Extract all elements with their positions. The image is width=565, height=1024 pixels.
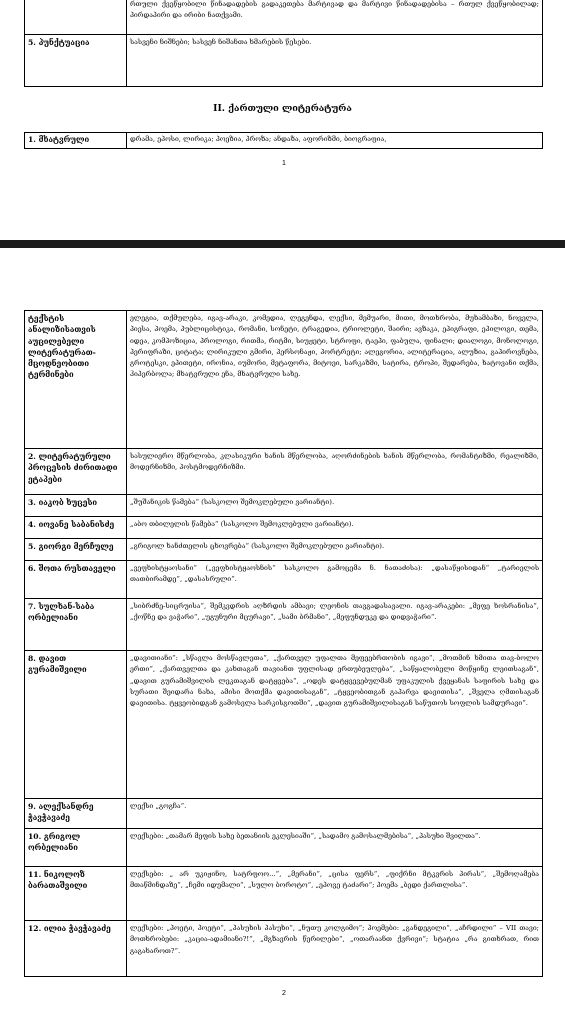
row-text: „დავითიანი“: „სწავლა მოსწავლეთა“, „ქართველ უფალთა მეფეებრთობის იგავი“, „მოთმინ ხმითა თავ-ბოლო ერთი“, „ქართველთა და კახთაგან თავიანთ უფლისად ერთუბეულება“, „საწყალობელი მოწყინე ლეითსაგან“, „დავით გურამიშვილის ლეკთაგან დატყვება“, „ოდეს დატყვევებულმან უფაკულის ქვეყანას საფირის სახე და სურათი შეიდარა ნახა, ამისი მოთქმა დავითისაგან“, „ტყვეობითგან გაპარვა დავითისა“, „შველა ღმთისაგან დავითისა. ტყვეობიდგან გამოსვლა სარკისგოთში“, „დავით გურამიშვილისაგან საწუთოს სოფლის სამდურავი“. — [127, 651, 543, 799]
table-row — [25, 495, 543, 517]
row-label: 10. გრიგოლ ორბელიანი — [25, 829, 127, 867]
page-gap — [0, 240, 565, 248]
continued-text: რთული ქვეწყობილი წინადადების გადაკეთება მარტივად და მარტივი წინადადებისა – რთულ ქვეწყობილად; პირდაპირი და ირიბი ნათქვამი. — [127, 0, 543, 35]
row-label: 2. ლიტერატურული პროცესის ძირითადი ეტაპები — [25, 449, 127, 495]
table-row — [25, 561, 543, 599]
literature-table — [24, 310, 543, 977]
row-text: ლექსი „გოგჩა“. — [127, 799, 543, 829]
row-text: „სიბრძნე-სიცრუისა“, შემკვდრის აღზრდის ამბავი; ლეონის თავგადასავალი. იგავ-არაკები: „მეფე ხოსრანისა“, „ქოწნე და ვაჭარი“, „უგუნური მცურავი“, „სამი ბრმანი“, „მეფუნდუკე და დიდვაჭარი“. — [127, 599, 543, 651]
section-heading: II. ქართული ლიტერატურა — [213, 103, 352, 114]
punctuation-label: 5. პუნქტუაცია — [25, 35, 127, 87]
row-label: ტექსტის ანალიზისათვის აუცილებელი ლიტერატურათ-მცოდნეობითი ტერმინები — [25, 311, 127, 449]
row-label: 7. სულხან-საბა ორბელიანი — [25, 599, 127, 651]
row-label: 5. გიორგი მერჩულე — [25, 539, 127, 561]
row-text: „აბო თბილელის წამება“ (სასკოლო შემოკლებული ვარიანტი). — [127, 517, 543, 539]
page-two — [0, 248, 565, 1024]
row-text: „გრიგოლ ხანძთელის ცხოვრება“ (სასკოლო შემოკლებული ვარიანტი). — [127, 539, 543, 561]
literature-table-start — [24, 132, 543, 149]
row-text: ლექსები: „თამარ მეფის სახე ბეთანიის ეკლესიაში“, „სადამო გამოსალმებისა“, „პასუხი შვილთა“. — [127, 829, 543, 867]
fiction-label: 1. მხატვრული — [25, 133, 127, 149]
table-row — [25, 867, 543, 921]
table-row — [25, 921, 543, 977]
page-number: 2 — [282, 990, 286, 997]
row-label: 3. იაკობ ხუცესი — [25, 495, 127, 517]
row-text: ელეგია, თქმულება, იგავ-არაკი, კომედია, ლეგენდა, ლექსი, მემუარი, მითი, მოთხრობა, მუხამბაზი, ნოველა, პიესა, პოემა, პუბლიცისტიკა, რომანი, სონეტი, ტრაგედია, ტრიოლეტი, შაირი; ავზაკა, ეპიგრაფი, ეპილოგი, თემა, იდეა, კომპოზიცია, პროლოგი, რითმა, რიტმი, სიუჟეტი, სტროფი, ტაეპი, ფაბულა, ფინალი; დიალოგი, მონოლოგი, პერიფრაზი, ციტატა; ლირიკული გმირი, პერსონაჟი, პორტრეტი; ალეგორია, ალიტერაცია, ალუზია, გაპიროვნება, გროტესკი, ეპითეტი, ირონია, იუმორი, მეტაფორა, მიტოეი, სარკაზმი, სატირა, ტროპი, შედარება, ხატოვანი თქმა, ჰიპერბოლა; მხატვრული ენა, მხატვრული სახე. — [127, 311, 543, 449]
row-label: 8. დავით გურამიშვილი — [25, 651, 127, 799]
table-row — [25, 449, 543, 495]
table-row — [25, 311, 543, 449]
table-row — [25, 599, 543, 651]
row-text: ლექსები: „პოეტი, პოეტი“, „პასუხის პასუხი“, „ნუთუ კოლგიმო“; პოემები: „განდეგილი“, „აჩრდილი“ – VII თავი; მოთხრობები: „კაცია-ადამიანი?!“, „მგზავრის წერილები“, „ოთარაანთ ქვრივი“; სტატია „რა გითხრათ, რით გაგახაროთ?“. — [127, 921, 543, 977]
row-label: 12. ილია ჭავჭავაძე — [25, 921, 127, 977]
table-row — [25, 799, 543, 829]
table-row — [25, 517, 543, 539]
row-label: 11. ნიკოლოზ ბარათაშვილი — [25, 867, 127, 921]
row-text: „ვეფხისტყაოსანი“ („ვეფხისტყაოსნის“ სასკოლო გამოცემა ნ. ნათაძისა): „დასაწყისიდან“ „ტარიელის თათბირამდე“, „დასასრული“. — [127, 561, 543, 599]
punctuation-text: სასვენი ნიშნები; სასვენ ნიშანთა ხმარების წესები. — [127, 35, 543, 87]
empty-label-cell — [25, 0, 127, 35]
fiction-text: დრამა, ეპოსი, ლირიკა; პოეზია, პროზა; ანდაზა, აფორიზმი, ბიოგრაფია, — [127, 133, 543, 149]
row-label: 9. ალექსანდრე ჭავჭავაძე — [25, 799, 127, 829]
row-text: სასულიერო მწერლობა, კლასიკური ხანის მწერლობა, აღორძინების ხანის მწერლობა, რომანტიზმი, რეალიზმი, მოდერნიზმი, პოსტმოდერნიზმი. — [127, 449, 543, 495]
row-text: „შუშანიკის წამება“ (სასკოლო შემოკლებული ვარიანტი). — [127, 495, 543, 517]
page-one — [0, 0, 565, 240]
table-row — [25, 539, 543, 561]
grammar-table-continued — [24, 0, 543, 87]
table-row — [25, 651, 543, 799]
row-text: ლექსები: „ არ უკიჟინო, სატრფოო...“, „მერანი“, „ცისა ფერს“, „ფიქრნი მტკვრის პირას“, „შემოღამება მთაწმინდაზე“, „ჩემი იდუმალი“, „სულო ბოროტო“, „ეპოვე ტაძარი“; პოემა „ბედი ქართლისა“. — [127, 867, 543, 921]
row-label: 4. იოვანე საბანისძე — [25, 517, 127, 539]
page-number: 1 — [282, 160, 286, 167]
table-row — [25, 829, 543, 867]
row-label: 6. შოთა რუსთაველი — [25, 561, 127, 599]
